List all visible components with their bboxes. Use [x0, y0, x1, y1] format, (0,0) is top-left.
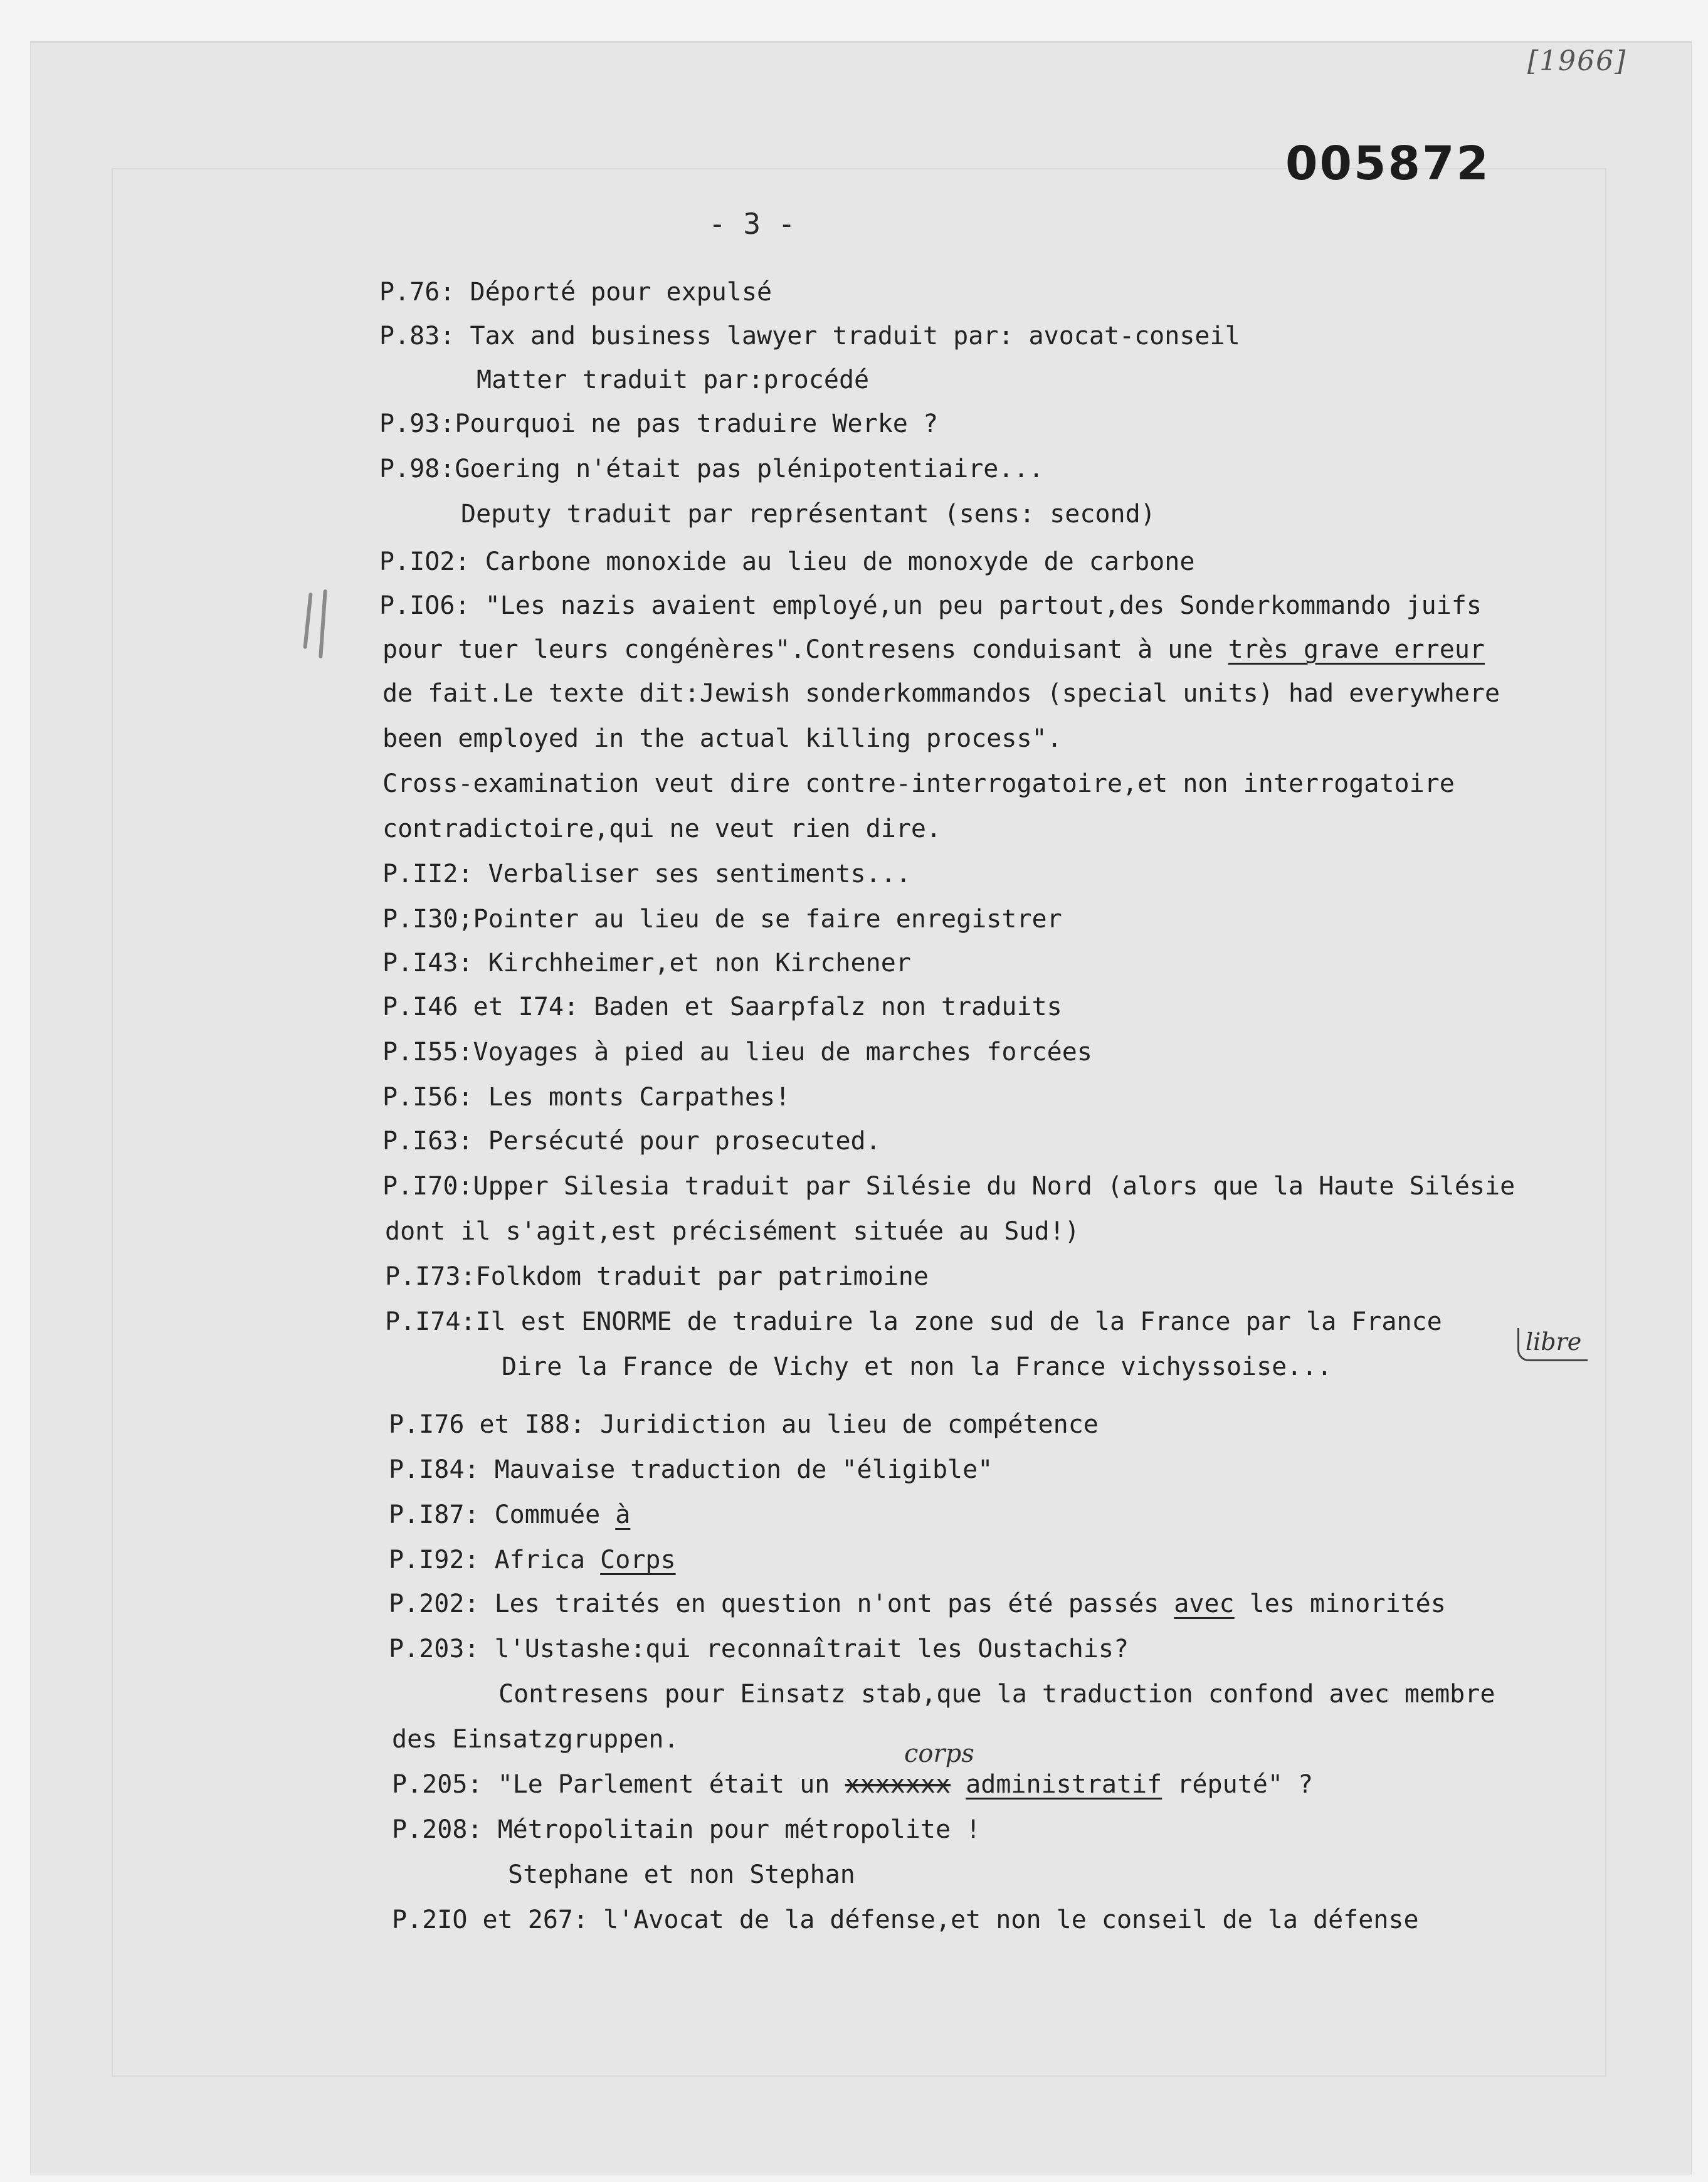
text-line: P.I43: Kirchheimer,et non Kirchener — [382, 949, 911, 978]
text-span: P.I92: Africa — [389, 1546, 586, 1574]
text-line: P.I30;Pointer au lieu de se faire enregistrer — [382, 905, 1062, 934]
text-line: contradictoire,qui ne veut rien dire. — [382, 814, 942, 843]
text-line: P.I56: Les monts Carpathes! — [382, 1083, 791, 1112]
text-line: P.203: l'Ustashe:qui reconnaîtrait les Oustachis? — [389, 1635, 1129, 1663]
text-line: P.I76 et I88: Juridiction au lieu de compétence — [389, 1410, 1099, 1439]
text-line: Contresens pour Einsatz stab,que la traduction confond avec membre — [498, 1680, 1495, 1709]
text-line: P.I70:Upper Silesia traduit par Silésie du Nord (alors que la Haute Silésie — [382, 1172, 1516, 1201]
text-line: P.83: Tax and business lawyer traduit par: avocat-conseil — [379, 322, 1240, 350]
text-line: P.208: Métropolitain pour métropolite ! — [392, 1815, 981, 1844]
text-line: Matter traduit par:procédé — [477, 366, 870, 394]
text-line: been employed in the actual killing process". — [382, 724, 1062, 753]
struck-word: xxxxxxx — [845, 1770, 951, 1799]
text-span: les minorités — [1249, 1589, 1446, 1618]
text-span: P.202: Les traités en question n'ont pas été passés — [389, 1589, 1159, 1618]
text-line: P.IO6: "Les nazis avaient employé,un peu partout,des Sonderkommando juifs — [379, 591, 1482, 620]
text-line: P.II2: Verbaliser ses sentiments... — [382, 860, 911, 888]
underlined-text: à — [615, 1500, 631, 1529]
handwritten-correction: corps — [904, 1739, 974, 1768]
document-page — [30, 41, 1692, 2174]
text-span: P.I87: Commuée — [389, 1500, 601, 1529]
text-line: Stephane et non Stephan — [508, 1860, 855, 1889]
text-line: de fait.Le texte dit:Jewish sonderkommandos (special units) had everywhere — [382, 679, 1500, 708]
text-span: P.205: "Le Parlement était un — [392, 1770, 830, 1799]
text-line — [382, 632, 1485, 667]
text-line: P.I46 et I74: Baden et Saarpfalz non traduits — [382, 993, 1062, 1021]
text-span: pour tuer leurs congénères".Contresens conduisant à une — [382, 635, 1213, 664]
text-line: P.76: Déporté pour expulsé — [379, 278, 772, 307]
underlined-text: administratif — [966, 1770, 1162, 1799]
text-line: P.I63: Persécuté pour prosecuted. — [382, 1127, 881, 1156]
page-number: - 3 - — [709, 207, 796, 241]
underlined-text: très grave erreur — [1228, 635, 1485, 664]
underlined-text: avec — [1174, 1589, 1235, 1618]
text-line — [389, 1497, 630, 1532]
text-line: P.98:Goering n'était pas plénipotentiaire... — [379, 455, 1044, 483]
text-line: Dire la France de Vichy et non la France vichyssoise... — [502, 1352, 1332, 1381]
text-line: P.2IO et 267: l'Avocat de la défense,et non le conseil de la défense — [392, 1905, 1419, 1934]
text-line: P.I84: Mauvaise traduction de "éligible" — [389, 1455, 993, 1484]
text-line: Cross-examination veut dire contre-interrogatoire,et non interrogatoire — [382, 769, 1455, 798]
document-number-stamp: 005872 — [1285, 137, 1490, 191]
text-line: P.IO2: Carbone monoxide au lieu de monoxyde de carbone — [379, 547, 1195, 576]
text-line: des Einsatzgruppen. — [392, 1725, 679, 1754]
text-line — [392, 1767, 1313, 1802]
text-line: P.I55:Voyages à pied au lieu de marches forcées — [382, 1038, 1092, 1067]
archive-reference: [1966] — [1527, 45, 1627, 77]
text-span: réputé" ? — [1177, 1770, 1314, 1799]
text-line — [389, 1586, 1446, 1621]
text-line: Deputy traduit par représentant (sens: second) — [461, 500, 1156, 529]
text-line: P.93:Pourquoi ne pas traduire Werke ? — [379, 409, 939, 438]
text-line: dont il s'agit,est précisément située au Sud!) — [385, 1217, 1080, 1246]
text-line: P.I73:Folkdom traduit par patrimoine — [385, 1262, 929, 1291]
handwritten-annotation: libre — [1517, 1328, 1588, 1361]
text-line: P.I74:Il est ENORME de traduire la zone sud de la France par la France — [385, 1307, 1442, 1336]
underlined-text: Corps — [600, 1546, 676, 1574]
text-line — [389, 1542, 676, 1578]
